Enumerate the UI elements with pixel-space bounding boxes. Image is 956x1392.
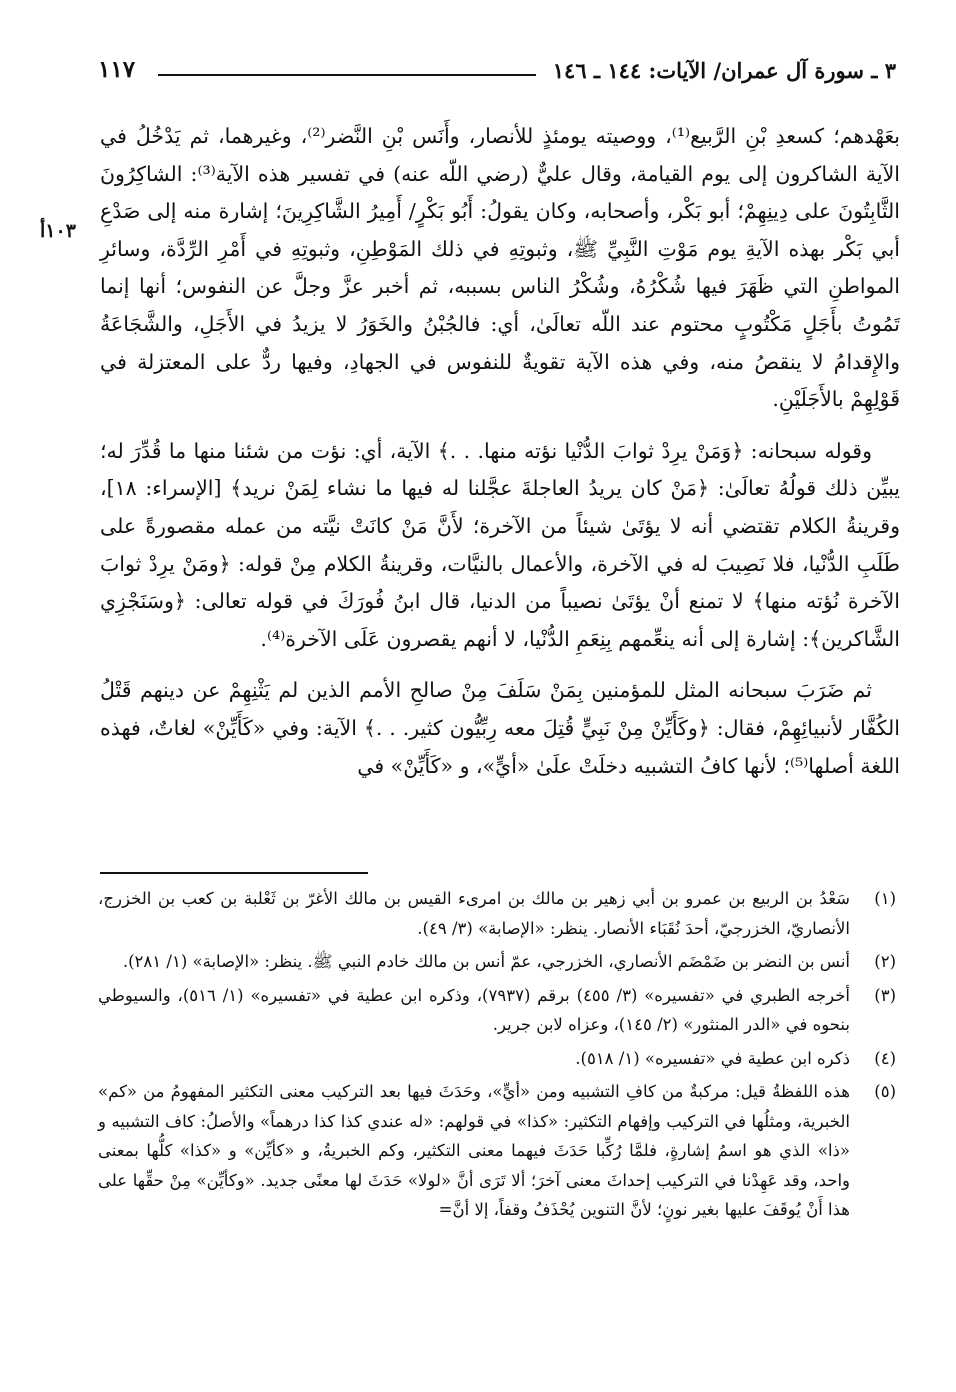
paragraph-2: وقوله سبحانه: ﴿وَمَنْ يرِدْ ثوابَ الدُّنْيا نؤته منها. . .﴾ الآية، أي: نؤت من شئنا منها ما قُدِّرَ له؛ يبيِّن ذلك قولُهُ تعالَىٰ: ﴿مَنْ كان يريدُ العاجلةَ عجَّلنا له فيها ما نشاء لِمَنْ نريد﴾ [الإسراء: ١٨]، وقرينةُ الكلام تقتضي أنه لا يؤتَىٰ شيئاً من الآخرة؛ لأَنَّ مَنْ كانَتْ نيَّته من عمله مقصورةً على طَلَبِ الدُّنْيا، فلا نَصِيبَ له في الآخرة، والأعمال بالنيَّات، وقرينةُ الكلام مِنْ قوله: ﴿ومَنْ يرِدْ ثوابَ الآخرة نُؤته منها﴾ لا تمنع أنْ يؤتَىٰ نصيباً من الدنيا، قال ابنُ فُورَكَ في قوله تعالى: ﴿وسَنَجْزِي الشَّاكرين﴾: إشارة إلى أنه ينعِّمهم بِنِعَمِ الدُّنْيا، لا أنهم يقصرون عَلَى الآخرة⁽⁴⁾.: [100, 438, 900, 651]
footnote-2: [98, 947, 896, 977]
footnote-separator: [100, 872, 368, 874]
footnote-5: [98, 1077, 896, 1225]
main-text: [100, 118, 900, 785]
footnote-1: [98, 884, 896, 943]
footnote-3: [98, 981, 896, 1040]
header-title: ٣ ـ سورة آل عمران/ الآيات: ١٤٤ ـ ١٤٦: [552, 58, 896, 83]
footnote-number: (٢): [874, 952, 896, 971]
footnote-text: أخرجه الطبري في «تفسيره» (٣/ ٤٥٥) برقم (٧٩٣٧)، وذكره ابن عطية في «تفسيره» (١/ ٥١٦)، والسيوطي بنحوه في «الدر المنثور» (٢/ ١٤٥)، وعزاه لابن جرير.: [98, 985, 851, 1034]
footnote-number: (١): [874, 889, 896, 908]
manuscript-folio-marker: ١٠٣أ: [40, 220, 76, 242]
footnote-number: (٤): [874, 1048, 896, 1068]
footnote-text: سَعْدُ بن الربيع بن عمرو بن أبي زهير بن مالك بن امرىء القيس بن مالك الأغرّ بن ثَعْلبة بن كعب بن الخزرج، الأنصاريّ، الخزرجيّ، أحدَ نُقَبَاء الأنصار. ينظر: «الإصابة» (٣/ ٤٩).: [98, 889, 850, 938]
footnote-4: [98, 1044, 896, 1074]
paragraph-3: ثم ضَرَبَ سبحانه المثل للمؤمنين بِمَنْ سَلَفَ مِنْ صالحِ الأمم الذين لم يَثْنِهِمْ عن دينهم قَتْلُ الكُفَّار لأنبيائِهِمْ، فقال: ﴿وكَأَيِّنْ مِنْ نَبِيٍّ قُتِلَ معه رِبِّيُّون كثير. . .﴾ الآية: وفي «كَأَيِّنْ» لغاتٌ، فهذه اللغة أصلها⁽⁵⁾؛ لأنها كافُ التشبيه دخلَتْ علَىٰ «أيٍّ»، و «كَأَيِّنْ» في: [100, 678, 900, 778]
running-header: [98, 52, 896, 92]
page-number: ١١٧: [98, 56, 136, 83]
footnotes: [98, 884, 896, 1229]
footnote-text: أنس بن النضر بن ضَمْضَم الأنصاري، الخزرجي، عمّ أنس بن مالك خادم النبي ﷺ. ينظر: «الإصابة» (١/ ٢٨١).: [122, 952, 850, 971]
paragraph-1: بعَهْدهم؛ كسعدِ بْنِ الرَّبيع⁽¹⁾، ووصيته يومئذٍ للأنصار، وأَنَس بْنِ النَّضر⁽²⁾، وغيرهما، ثم يَدْخُلُ في الآية الشاكرون إلى يوم القيامة، وقال عليٌّ (رضي اللّه عنه) في تفسير هذه الآية⁽³⁾: الشاكِرُونَ الثَّابِتُونَ على دِينِهِمْ؛ أبو بَكْر، وأصحابه، وكان يقولُ: أَبُو بَكْرٍ/ أَمِيرُ الشَّاكِرِينَ؛ إشارة منه إلى صَدْعِ أبي بَكْر بهذه الآيةِ يوم مَوْتِ النَّبِيِّ ﷺ، وثبوتِهِ في ذلك المَوْطِنِ، وثبوتِهِ في أَمْرِ الرِّدَّة، وسائرِ المواطنِ التي ظَهَرَ فيها شُكْرُهُ، وشُكْرُ الناس بسببه، ثم أخبر عزَّ وجلَّ عن النفوس؛ أنها إنما تَمُوتُ بأَجَلٍ مَكْتُوبٍ محتوم عند اللّه تعالَىٰ، أي: فالجُبْنُ والخَوَرُ لا يزيدُ في الأَجَلِ، والشَّجَاعَةُ والإِقدامُ لا ينقصُ منه، وفي هذه الآية تقويةٌ للنفوس في الجهادِ، وفيها ردٌّ على المعتزلة في قَوْلِهِمْ بالأَجَلَيْنِ.: [100, 124, 900, 412]
footnote-number: (٣): [874, 985, 896, 1005]
footnote-text: ذكره ابن عطية في «تفسيره» (١/ ٥١٨).: [575, 1048, 850, 1068]
footnote-text: هذه اللفظةُ قيل: مركبةٌ من كافِ التشبيه ومن «أيٍّ»، وحَدَثَ فيها بعد التركيب معنى التكثير المفهومُ من «كم» الخبرية، ومثلُها في التركيب وإفهام التكثير: «كذا» في قولهم: «له عندي كذا كذا درهماً» والأصلُ: كاف التشبيه و «ذا» الذي هو اسمُ إشارةٍ، فلمَّا رُكِّبا حَدَثَ فيهما معنى التكثير، وكم الخبريةُ، و «كأيِّن» و «كذا» كلُّها بمعنى واحد، وقد عَهِدْنا في التركيب إحداثَ معنى آخرَ؛ ألا تَرَى أنَّ «لولا» حَدَثَ لها معنًى جديد. «وكأيِّن» مِنْ حقِّها على هذا أَنْ يُوقَفَ عليها بغير نونٍ؛ لأنَّ التنوين يُحْذَفُ وقفاً، إلا أنَّ=: [98, 1082, 850, 1219]
header-rule: [158, 74, 536, 76]
footnote-number: (٥): [874, 1082, 896, 1101]
